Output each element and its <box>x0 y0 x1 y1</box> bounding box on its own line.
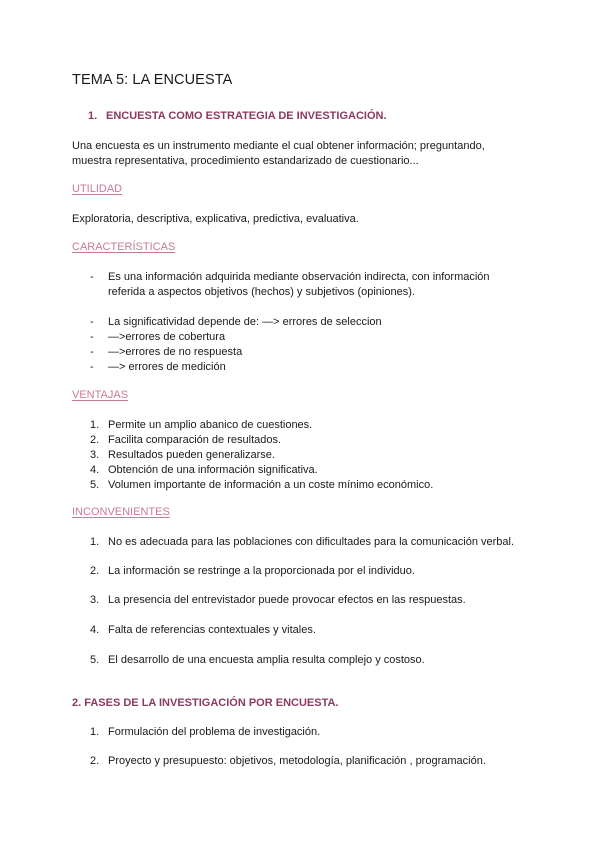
inconvenientes-item-4 <box>90 623 530 638</box>
inconvenientes-heading: INCONVENIENTES <box>72 506 170 518</box>
list-number: 3. <box>90 594 100 606</box>
utilidad-text: Exploratoria, descriptiva, explicativa, predictiva, evaluativa. <box>72 213 359 225</box>
list-item <box>90 593 530 608</box>
section2-heading: 2. FASES DE LA INVESTIGACIÓN POR ENCUESTA. <box>72 697 339 709</box>
caracteristicas-heading: CARACTERÍSTICAS <box>72 241 176 253</box>
caracteristica-1-line-1: Es una información adquirida mediante observación indirecta, con información <box>108 271 490 283</box>
list-item <box>90 653 530 668</box>
list-number: 2. <box>90 565 100 577</box>
intro-line-1: Una encuesta es un instrumento mediante el cual obtener información; preguntando, <box>72 140 485 152</box>
inconvenientes-item-2 <box>90 564 530 579</box>
list-item <box>90 315 530 330</box>
list-number: 4. <box>90 624 100 636</box>
list-number: 4. <box>90 464 100 476</box>
bullet-marker: - <box>90 271 94 283</box>
list-number: 2. <box>90 755 100 767</box>
bullet-marker: - <box>90 331 94 343</box>
list-item <box>90 448 530 463</box>
list-item <box>90 564 530 579</box>
ventaja-text: Facilita comparación de resultados. <box>108 434 282 446</box>
caracteristicas-list-b <box>90 315 530 375</box>
section1-heading-text: ENCUESTA COMO ESTRATEGIA DE INVESTIGACIÓN. <box>106 110 387 122</box>
list-number: 2. <box>90 434 100 446</box>
utilidad-heading: UTILIDAD <box>72 183 123 195</box>
list-item <box>90 345 530 360</box>
ventaja-text: Permite un amplio abanico de cuestiones. <box>108 419 313 431</box>
document-title: TEMA 5: LA ENCUESTA <box>72 72 233 88</box>
list-number: 3. <box>90 449 100 461</box>
ventaja-text: Volumen importante de información a un coste mínimo económico. <box>108 479 434 491</box>
fase-text: Proyecto y presupuesto: objetivos, metodología, planificación , programación. <box>108 755 486 767</box>
caracteristica-5: —> errores de medición <box>108 361 226 373</box>
list-item <box>90 725 530 740</box>
caracteristica-2: La significatividad depende de: —> errores de seleccion <box>108 316 382 328</box>
list-item <box>90 754 530 769</box>
list-number: 1. <box>90 726 100 738</box>
inconveniente-text: El desarrollo de una encuesta amplia resulta complejo y costoso. <box>108 654 425 666</box>
caracteristica-3: —>errores de cobertura <box>108 331 226 343</box>
caracteristica-1-line-2: referida a aspectos objetivos (hechos) y subjetivos (opiniones). <box>108 286 415 298</box>
list-number: 5. <box>90 654 100 666</box>
inconvenientes-item-3 <box>90 593 530 608</box>
fases-item-1 <box>90 725 530 740</box>
inconveniente-text: La presencia del entrevistador puede provocar efectos en las respuestas. <box>108 594 466 606</box>
inconveniente-text: La información se restringe a la proporcionada por el individuo. <box>108 565 415 577</box>
caracteristica-4: —>errores de no respuesta <box>108 346 243 358</box>
intro-line-2: muestra representativa, procedimiento estandarizado de cuestionario... <box>72 155 419 167</box>
list-item <box>90 330 530 345</box>
list-item <box>90 360 530 375</box>
list-item <box>90 535 530 550</box>
inconveniente-text: Falta de referencias contextuales y vitales. <box>108 624 316 636</box>
section1-number: 1. <box>88 110 98 122</box>
inconvenientes-item-5 <box>90 653 530 668</box>
list-number: 5. <box>90 479 100 491</box>
list-number: 1. <box>90 419 100 431</box>
ventajas-list <box>90 418 530 493</box>
ventajas-heading: VENTAJAS <box>72 389 129 401</box>
list-item <box>90 463 530 478</box>
section1-intro <box>72 139 532 169</box>
bullet-marker: - <box>90 316 94 328</box>
bullet-marker: - <box>90 346 94 358</box>
list-number: 1. <box>90 536 100 548</box>
section1-heading <box>88 110 387 122</box>
list-item <box>90 433 530 448</box>
list-item <box>90 623 530 638</box>
inconveniente-text: No es adecuada para las poblaciones con dificultades para la comunicación verbal. <box>108 536 515 548</box>
bullet-marker: - <box>90 361 94 373</box>
list-item <box>90 478 530 493</box>
list-item <box>90 418 530 433</box>
caracteristicas-list-a <box>90 270 530 300</box>
list-item <box>90 270 530 300</box>
fase-text: Formulación del problema de investigación. <box>108 726 321 738</box>
ventaja-text: Obtención de una información significativa. <box>108 464 318 476</box>
inconvenientes-item-1 <box>90 535 530 550</box>
ventaja-text: Resultados pueden generalizarse. <box>108 449 275 461</box>
fases-item-2 <box>90 754 530 769</box>
